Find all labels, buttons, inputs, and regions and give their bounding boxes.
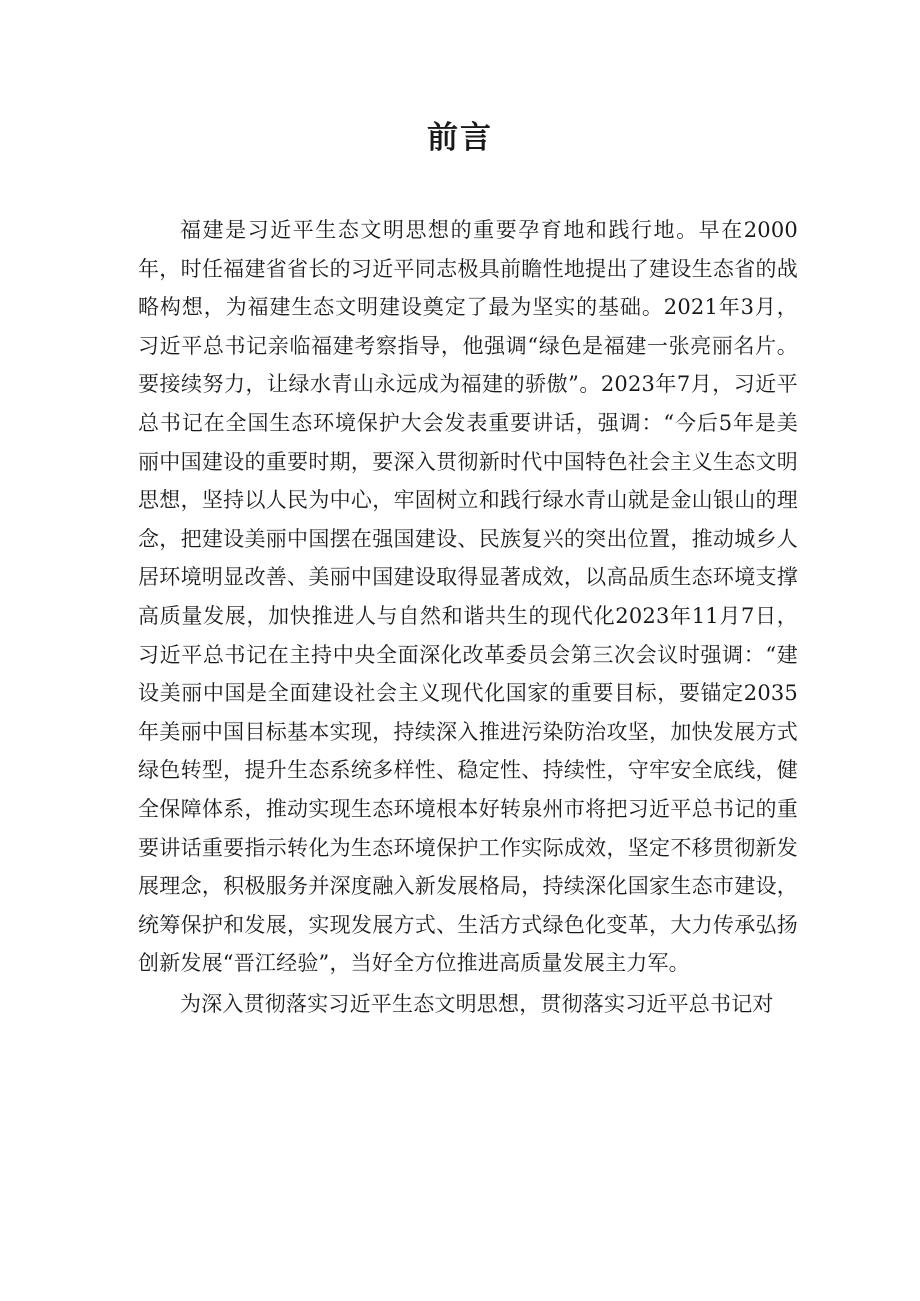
page-title: 前言 (427, 120, 493, 156)
document-body (138, 211, 798, 1023)
paragraph-1: 福建是习近平生态文明思想的重要孕育地和践行地。早在2000年，时任福建省省长的习近平同志极具前瞻性地提出了建设生态省的战略构想，为福建生态文明建设奠定了最为坚实的基础。2021年3月，习近平总书记亲临福建考察指导，他强调“绿色是福建一张亮丽名片。要接续努力，让绿水青山永远成为福建的骄傲”。2023年7月，习近平总书记在全国生态环境保护大会发表重要讲话，强调：“今后5年是美丽中国建设的重要时期，要深入贯彻新时代中国特色社会主义生态文明思想，坚持以人民为中心，牢固树立和践行绿水青山就是金山银山的理念，把建设美丽中国摆在强国建设、民族复兴的突出位置，推动城乡人居环境明显改善、美丽中国建设取得显著成效，以高品质生态环境支撑高质量发展，加快推进人与自然和谐共生的现代化2023年11月7日，习近平总书记在主持中央全面深化改革委员会第三次会议时强调：“建设美丽中国是全面建设社会主义现代化国家的重要目标，要锚定2035年美丽中国目标基本实现，持续深入推进污染防治攻坚，加快发展方式绿色转型，提升生态系统多样性、稳定性、持续性，守牢安全底线，健全保障体系，推动实现生态环境根本好转泉州市将把习近平总书记的重要讲话重要指示转化为生态环境保护工作实际成效，坚定不移贯彻新发展理念，积极服务并深度融入新发展格局，持续深化国家生态市建设，统筹保护和发展，实现发展方式、生活方式绿色化变革，大力传承弘扬创新发展“晋江经验”，当好全方位推进高质量发展主力军。 (138, 218, 798, 976)
paragraph-2: 为深入贯彻落实习近平生态文明思想，贯彻落实习近平总书记对 (180, 991, 774, 1016)
